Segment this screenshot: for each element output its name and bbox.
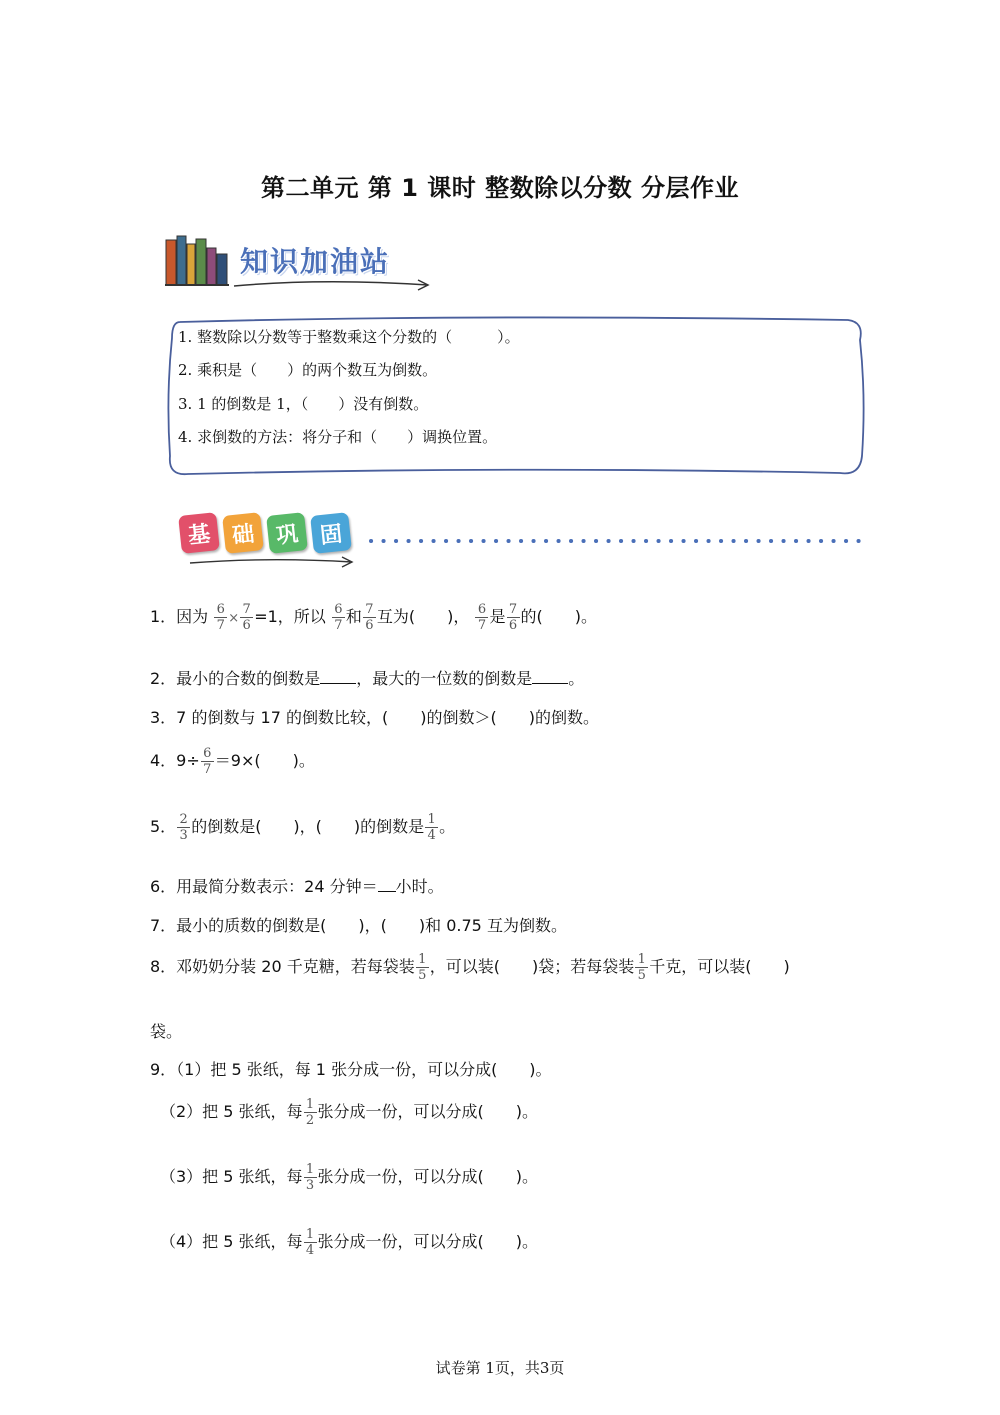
knowledge-item-4: 4. 求倒数的方法：将分子和（ ）调换位置。 — [178, 428, 498, 446]
q5-part-b: 的倒数是( )，( )的倒数是 — [191, 817, 425, 836]
question-8-continued: 袋。 — [150, 1022, 183, 1041]
q5-fraction-2: $\frac{1}{4}$ — [426, 812, 437, 843]
books-icon — [165, 234, 229, 286]
q1-prefix: 1．因为 — [150, 607, 209, 626]
q1-fraction-3: $\frac{6}{7}$ — [333, 602, 344, 633]
banner-basics-tile-1: 基 — [178, 512, 220, 554]
q1-fraction-5: $\frac{6}{7}$ — [476, 602, 487, 633]
banner-basics — [180, 514, 350, 552]
question-2 — [150, 668, 584, 690]
q1-fraction-4: $\frac{7}{6}$ — [364, 602, 375, 633]
q9-2-part-b: 张分成一份，可以分成( )。 — [317, 1102, 539, 1121]
q9-3-part-a: （3）把 5 张纸，每 — [160, 1167, 303, 1186]
q1-fraction-2: $\frac{7}{6}$ — [241, 602, 252, 633]
q2-blank-2 — [532, 669, 568, 684]
question-6 — [150, 876, 444, 898]
question-9-4 — [160, 1227, 538, 1258]
q1-end: 的( )。 — [520, 607, 597, 626]
q5-part-c: 。 — [439, 817, 456, 836]
q1-mid: 互为( )， — [376, 607, 470, 626]
q8-fraction-2: $\frac{1}{5}$ — [636, 952, 647, 983]
question-9-3 — [160, 1162, 538, 1193]
q9-4-part-a: （4）把 5 张纸，每 — [160, 1232, 303, 1251]
q4-fraction: $\frac{6}{7}$ — [202, 746, 213, 777]
q1-is: 是 — [489, 607, 506, 626]
banner-underline — [232, 276, 432, 296]
dotted-divider — [368, 530, 868, 549]
q2-blank-1 — [320, 669, 356, 684]
q6-blank — [378, 877, 396, 892]
page-title: 第二单元 第 1 课时 整数除以分数 分层作业 — [261, 174, 739, 202]
q1-and: 和 — [345, 607, 362, 626]
q2-part-b: ，最大的一位数的倒数是 — [356, 669, 533, 688]
knowledge-item-3: 3. 1 的倒数是 1，（ ）没有倒数。 — [178, 395, 429, 413]
q5-part-a: 5． — [150, 817, 177, 836]
question-9-1: 9．（1）把 5 张纸，每 1 张分成一份，可以分成( )。 — [150, 1060, 552, 1079]
question-9-2 — [160, 1097, 538, 1128]
q8-part-a: 8．邓奶奶分装 20 千克糖，若每袋装 — [150, 957, 415, 976]
banner-basics-tile-3: 巩 — [266, 512, 308, 554]
q1-fraction-6: $\frac{7}{6}$ — [508, 602, 519, 633]
page-footer: 试卷第 1页，共3页 — [435, 1359, 565, 1377]
q9-2-part-a: （2）把 5 张纸，每 — [160, 1102, 303, 1121]
q9-3-fraction: $\frac{1}{3}$ — [305, 1162, 316, 1193]
q9-3-part-b: 张分成一份，可以分成( )。 — [317, 1167, 539, 1186]
question-5 — [150, 812, 455, 843]
q8-part-b: ，可以装( )袋；若每袋装 — [429, 957, 635, 976]
q4-part-b: ＝9×( )。 — [214, 751, 315, 770]
question-7: 7．最小的质数的倒数是( )，( )和 0.75 互为倒数。 — [150, 916, 567, 935]
question-8 — [150, 952, 790, 983]
banner-basics-tile-2: 础 — [222, 512, 264, 554]
q1-fraction-1: $\frac{6}{7}$ — [215, 602, 226, 633]
knowledge-item-1: 1. 整数除以分数等于整数乘这个分数的（ ）。 — [178, 328, 520, 346]
question-4 — [150, 746, 315, 777]
q4-part-a: 4．9÷ — [150, 751, 200, 770]
banner-basics-underline — [188, 554, 358, 573]
q2-part-a: 2．最小的合数的倒数是 — [150, 669, 321, 688]
banner-basics-tile-4: 固 — [310, 512, 352, 554]
knowledge-item-2: 2. 乘积是（ ）的两个数互为倒数。 — [178, 361, 438, 379]
q8-part-c: 千克，可以装( ) — [649, 957, 790, 976]
q6-part-a: 6．用最简分数表示：24 分钟＝ — [150, 877, 378, 896]
q1-times: × — [228, 611, 240, 626]
question-1 — [150, 602, 597, 633]
banner-knowledge: 知识加油站 — [240, 245, 391, 278]
q8-fraction-1: $\frac{1}{5}$ — [417, 952, 428, 983]
q9-4-fraction: $\frac{1}{4}$ — [305, 1227, 316, 1258]
q1-eq: =1，所以 — [254, 607, 326, 626]
question-3: 3．7 的倒数与 17 的倒数比较，( )的倒数＞( )的倒数。 — [150, 708, 599, 727]
q9-4-part-b: 张分成一份，可以分成( )。 — [317, 1232, 539, 1251]
q2-part-c: 。 — [568, 669, 585, 688]
q6-part-b: 小时。 — [395, 877, 444, 896]
q9-2-fraction: $\frac{1}{2}$ — [305, 1097, 316, 1128]
q5-fraction-1: $\frac{2}{3}$ — [178, 812, 189, 843]
